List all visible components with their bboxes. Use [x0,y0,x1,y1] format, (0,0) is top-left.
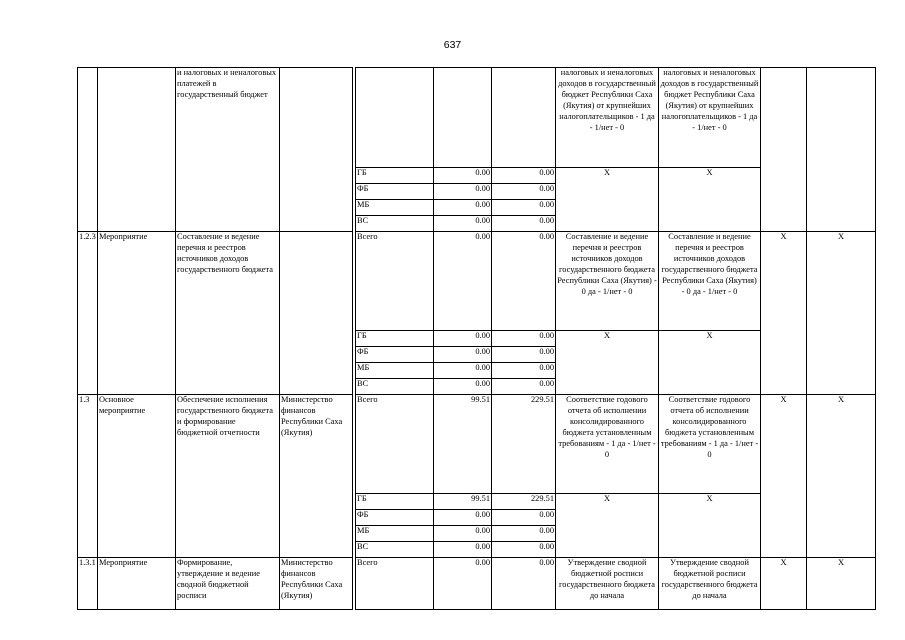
plan-value: 0.00 [434,363,492,379]
plan-value: 0.00 [434,347,492,363]
indicator-plan: Утверждение сводной бюджетной росписи государственного бюджета до начала [556,558,659,610]
indicator-plan: X [556,494,659,558]
mark-col-9 [761,68,807,232]
mark-col-9: X [761,232,807,395]
executor: Министерство финансов Республики Саха (Якутия) [280,395,353,558]
plan-value: 0.00 [434,216,492,232]
mark-col-10 [807,68,876,232]
row-number: 1.2.3 [78,232,98,395]
funding-source: ГБ [356,168,434,184]
mark-col-9: X [761,558,807,610]
activity-type: Основное мероприятие [98,395,176,558]
fact-value: 0.00 [492,216,556,232]
fact-value: 0.00 [492,331,556,347]
plan-value: 0.00 [434,526,492,542]
fact-value: 0.00 [492,558,556,610]
activity-type: Мероприятие [98,232,176,395]
funding-source: МБ [356,526,434,542]
funding-source: МБ [356,200,434,216]
fact-value: 229.51 [492,395,556,494]
funding-source: Всего [356,558,434,610]
executor: Министерство финансов Республики Саха (Якутия) [280,558,353,610]
plan-value: 0.00 [434,232,492,331]
fact-value: 0.00 [492,526,556,542]
funding-source: ВС [356,379,434,395]
table-row [78,395,876,494]
indicator-plan: налоговых и неналоговых доходов в государственный бюджет Республики Саха (Якутия) от крупнейших налогоплательщиков - 1 да - 1/нет - 0 [556,68,659,168]
row-number: 1.3.1 [78,558,98,610]
indicator-fact: X [659,331,761,395]
funding-source: Всего [356,232,434,331]
indicator-plan: Составление и ведение перечня и реестров источников доходов государственного бюджета Республики Саха (Якутия) - 0 да - 1/нет - 0 [556,232,659,331]
plan-value: 0.00 [434,200,492,216]
activity-name: Составление и ведение перечня и реестров источников доходов государственного бюджета [176,232,280,395]
fact-value: 0.00 [492,347,556,363]
funding-source: ВС [356,542,434,558]
mark-col-9: X [761,395,807,558]
indicator-fact: Составление и ведение перечня и реестров источников доходов государственного бюджета Республики Саха (Якутия) - 0 да - 1/нет - 0 [659,232,761,331]
plan-value: 0.00 [434,379,492,395]
funding-source: ВС [356,216,434,232]
funding-source: ГБ [356,331,434,347]
fact-value [492,68,556,168]
funding-source: МБ [356,363,434,379]
activity-type: Мероприятие [98,558,176,610]
table-row [78,232,876,331]
plan-value: 0.00 [434,510,492,526]
page-number: 637 [443,39,462,51]
fact-value: 0.00 [492,542,556,558]
fact-value: 0.00 [492,363,556,379]
plan-value [434,68,492,168]
plan-value: 0.00 [434,168,492,184]
funding-source: ФБ [356,347,434,363]
row-number [78,68,98,232]
mark-col-10: X [807,232,876,395]
activity-name: и налоговых и неналоговых платежей в государственный бюджет [176,68,280,232]
executor [280,232,353,395]
indicator-fact: Утверждение сводной бюджетной росписи государственного бюджета до начала [659,558,761,610]
table-row [78,558,876,610]
indicator-fact: X [659,494,761,558]
fact-value: 0.00 [492,510,556,526]
program-table [77,67,876,610]
indicator-plan: X [556,168,659,232]
funding-source: ФБ [356,510,434,526]
table-row [78,68,876,168]
indicator-fact: налоговых и неналоговых доходов в государственный бюджет Республики Саха (Якутия) от крупнейших налогоплательщиков - 1 да - 1/нет - 0 [659,68,761,168]
plan-value: 0.00 [434,184,492,200]
fact-value: 0.00 [492,168,556,184]
row-number: 1.3 [78,395,98,558]
fact-value: 0.00 [492,184,556,200]
mark-col-10: X [807,395,876,558]
funding-source [356,68,434,168]
funding-source: ГБ [356,494,434,510]
plan-value: 0.00 [434,331,492,347]
funding-source: ФБ [356,184,434,200]
fact-value: 229.51 [492,494,556,510]
executor [280,68,353,232]
activity-name: Формирование, утверждение и ведение сводной бюджетной росписи [176,558,280,610]
activity-type [98,68,176,232]
mark-col-10: X [807,558,876,610]
indicator-fact: X [659,168,761,232]
activity-name: Обеспечение исполнения государственного бюджета и формирование бюджетной отчетности [176,395,280,558]
indicator-fact: Соответствие годового отчета об исполнении консолидированного бюджета установленным требованиям - 1 да - 1/нет - 0 [659,395,761,494]
plan-value: 0.00 [434,558,492,610]
plan-value: 99.51 [434,395,492,494]
funding-source: Всего [356,395,434,494]
fact-value: 0.00 [492,200,556,216]
indicator-plan: Соответствие годового отчета об исполнении консолидированного бюджета установленным требованиям - 1 да - 1/нет - 0 [556,395,659,494]
indicator-plan: X [556,331,659,395]
plan-value: 0.00 [434,542,492,558]
fact-value: 0.00 [492,379,556,395]
plan-value: 99.51 [434,494,492,510]
fact-value: 0.00 [492,232,556,331]
